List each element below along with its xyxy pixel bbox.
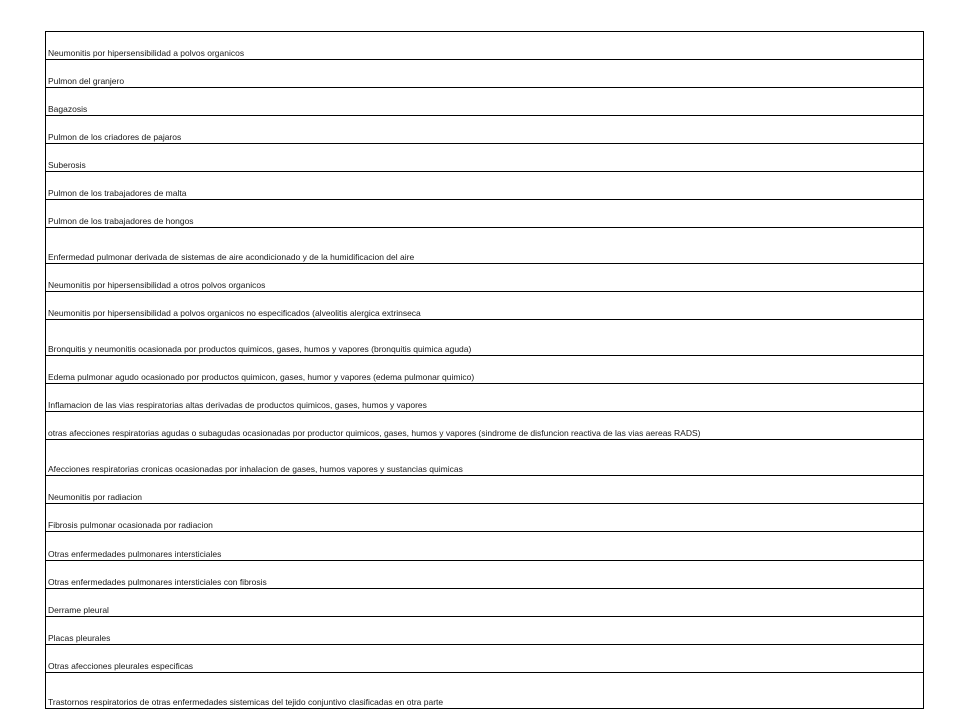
- table-row: [46, 356, 924, 384]
- table-row: [46, 476, 924, 504]
- table-cell: Fibrosis pulmonar ocasionada por radiacion: [46, 504, 924, 532]
- table-cell: Neumonitis por radiacion: [46, 476, 924, 504]
- table-cell: Neumonitis por hipersensibilidad a polvos organicos no especificados (alveolitis alergica extrinseca: [46, 292, 924, 320]
- disease-table: [45, 31, 924, 709]
- table-cell: Otras afecciones pleurales especificas: [46, 645, 924, 673]
- table-row: [46, 172, 924, 200]
- table-row: [46, 60, 924, 88]
- table-cell: Edema pulmonar agudo ocasionado por productos quimicon, gases, humor y vapores (edema pulmonar quimico): [46, 356, 924, 384]
- table-cell: Trastornos respiratorios de otras enfermedades sistemicas del tejido conjuntivo clasificadas en otra parte: [46, 673, 924, 709]
- table-cell: Pulmon de los criadores de pajaros: [46, 116, 924, 144]
- table-cell: Suberosis: [46, 144, 924, 172]
- table-row: [46, 561, 924, 589]
- table-cell: Otras enfermedades pulmonares intersticiales con fibrosis: [46, 561, 924, 589]
- table-row: [46, 589, 924, 617]
- table-cell: otras afecciones respiratorias agudas o subagudas ocasionadas por productor quimicos, gases, humos y vapores (sindrome de disfuncion reactiva de las vias aereas RADS): [46, 412, 924, 440]
- table-row: [46, 673, 924, 709]
- table-cell: Pulmon del granjero: [46, 60, 924, 88]
- table-cell: Placas pleurales: [46, 617, 924, 645]
- table-cell: Afecciones respiratorias cronicas ocasionadas por inhalacion de gases, humos vapores y sustancias quimicas: [46, 440, 924, 476]
- table-cell: Pulmon de los trabajadores de hongos: [46, 200, 924, 228]
- table-cell: Inflamacion de las vias respiratorias altas derivadas de productos quimicos, gases, humos y vapores: [46, 384, 924, 412]
- table-row: [46, 116, 924, 144]
- table-row: [46, 264, 924, 292]
- table-row: [46, 440, 924, 476]
- table-cell: Pulmon de los trabajadores de malta: [46, 172, 924, 200]
- table-cell: Otras enfermedades pulmonares intersticiales: [46, 532, 924, 561]
- table-row: [46, 617, 924, 645]
- table-cell: Neumonitis por hipersensibilidad a otros polvos organicos: [46, 264, 924, 292]
- table-row: [46, 532, 924, 561]
- table-row: [46, 504, 924, 532]
- table-cell: Enfermedad pulmonar derivada de sistemas de aire acondicionado y de la humidificacion del aire: [46, 228, 924, 264]
- table-row: [46, 88, 924, 116]
- table-cell: Derrame pleural: [46, 589, 924, 617]
- table-row: [46, 320, 924, 356]
- table-cell: Bagazosis: [46, 88, 924, 116]
- table-row: [46, 412, 924, 440]
- table-row: [46, 228, 924, 264]
- table-row: [46, 32, 924, 60]
- table-cell: Neumonitis por hipersensibilidad a polvos organicos: [46, 32, 924, 60]
- table-row: [46, 645, 924, 673]
- table-cell: Bronquitis y neumonitis ocasionada por productos quimicos, gases, humos y vapores (bronquitis quimica aguda): [46, 320, 924, 356]
- table-row: [46, 292, 924, 320]
- table-row: [46, 384, 924, 412]
- table-row: [46, 200, 924, 228]
- table-row: [46, 144, 924, 172]
